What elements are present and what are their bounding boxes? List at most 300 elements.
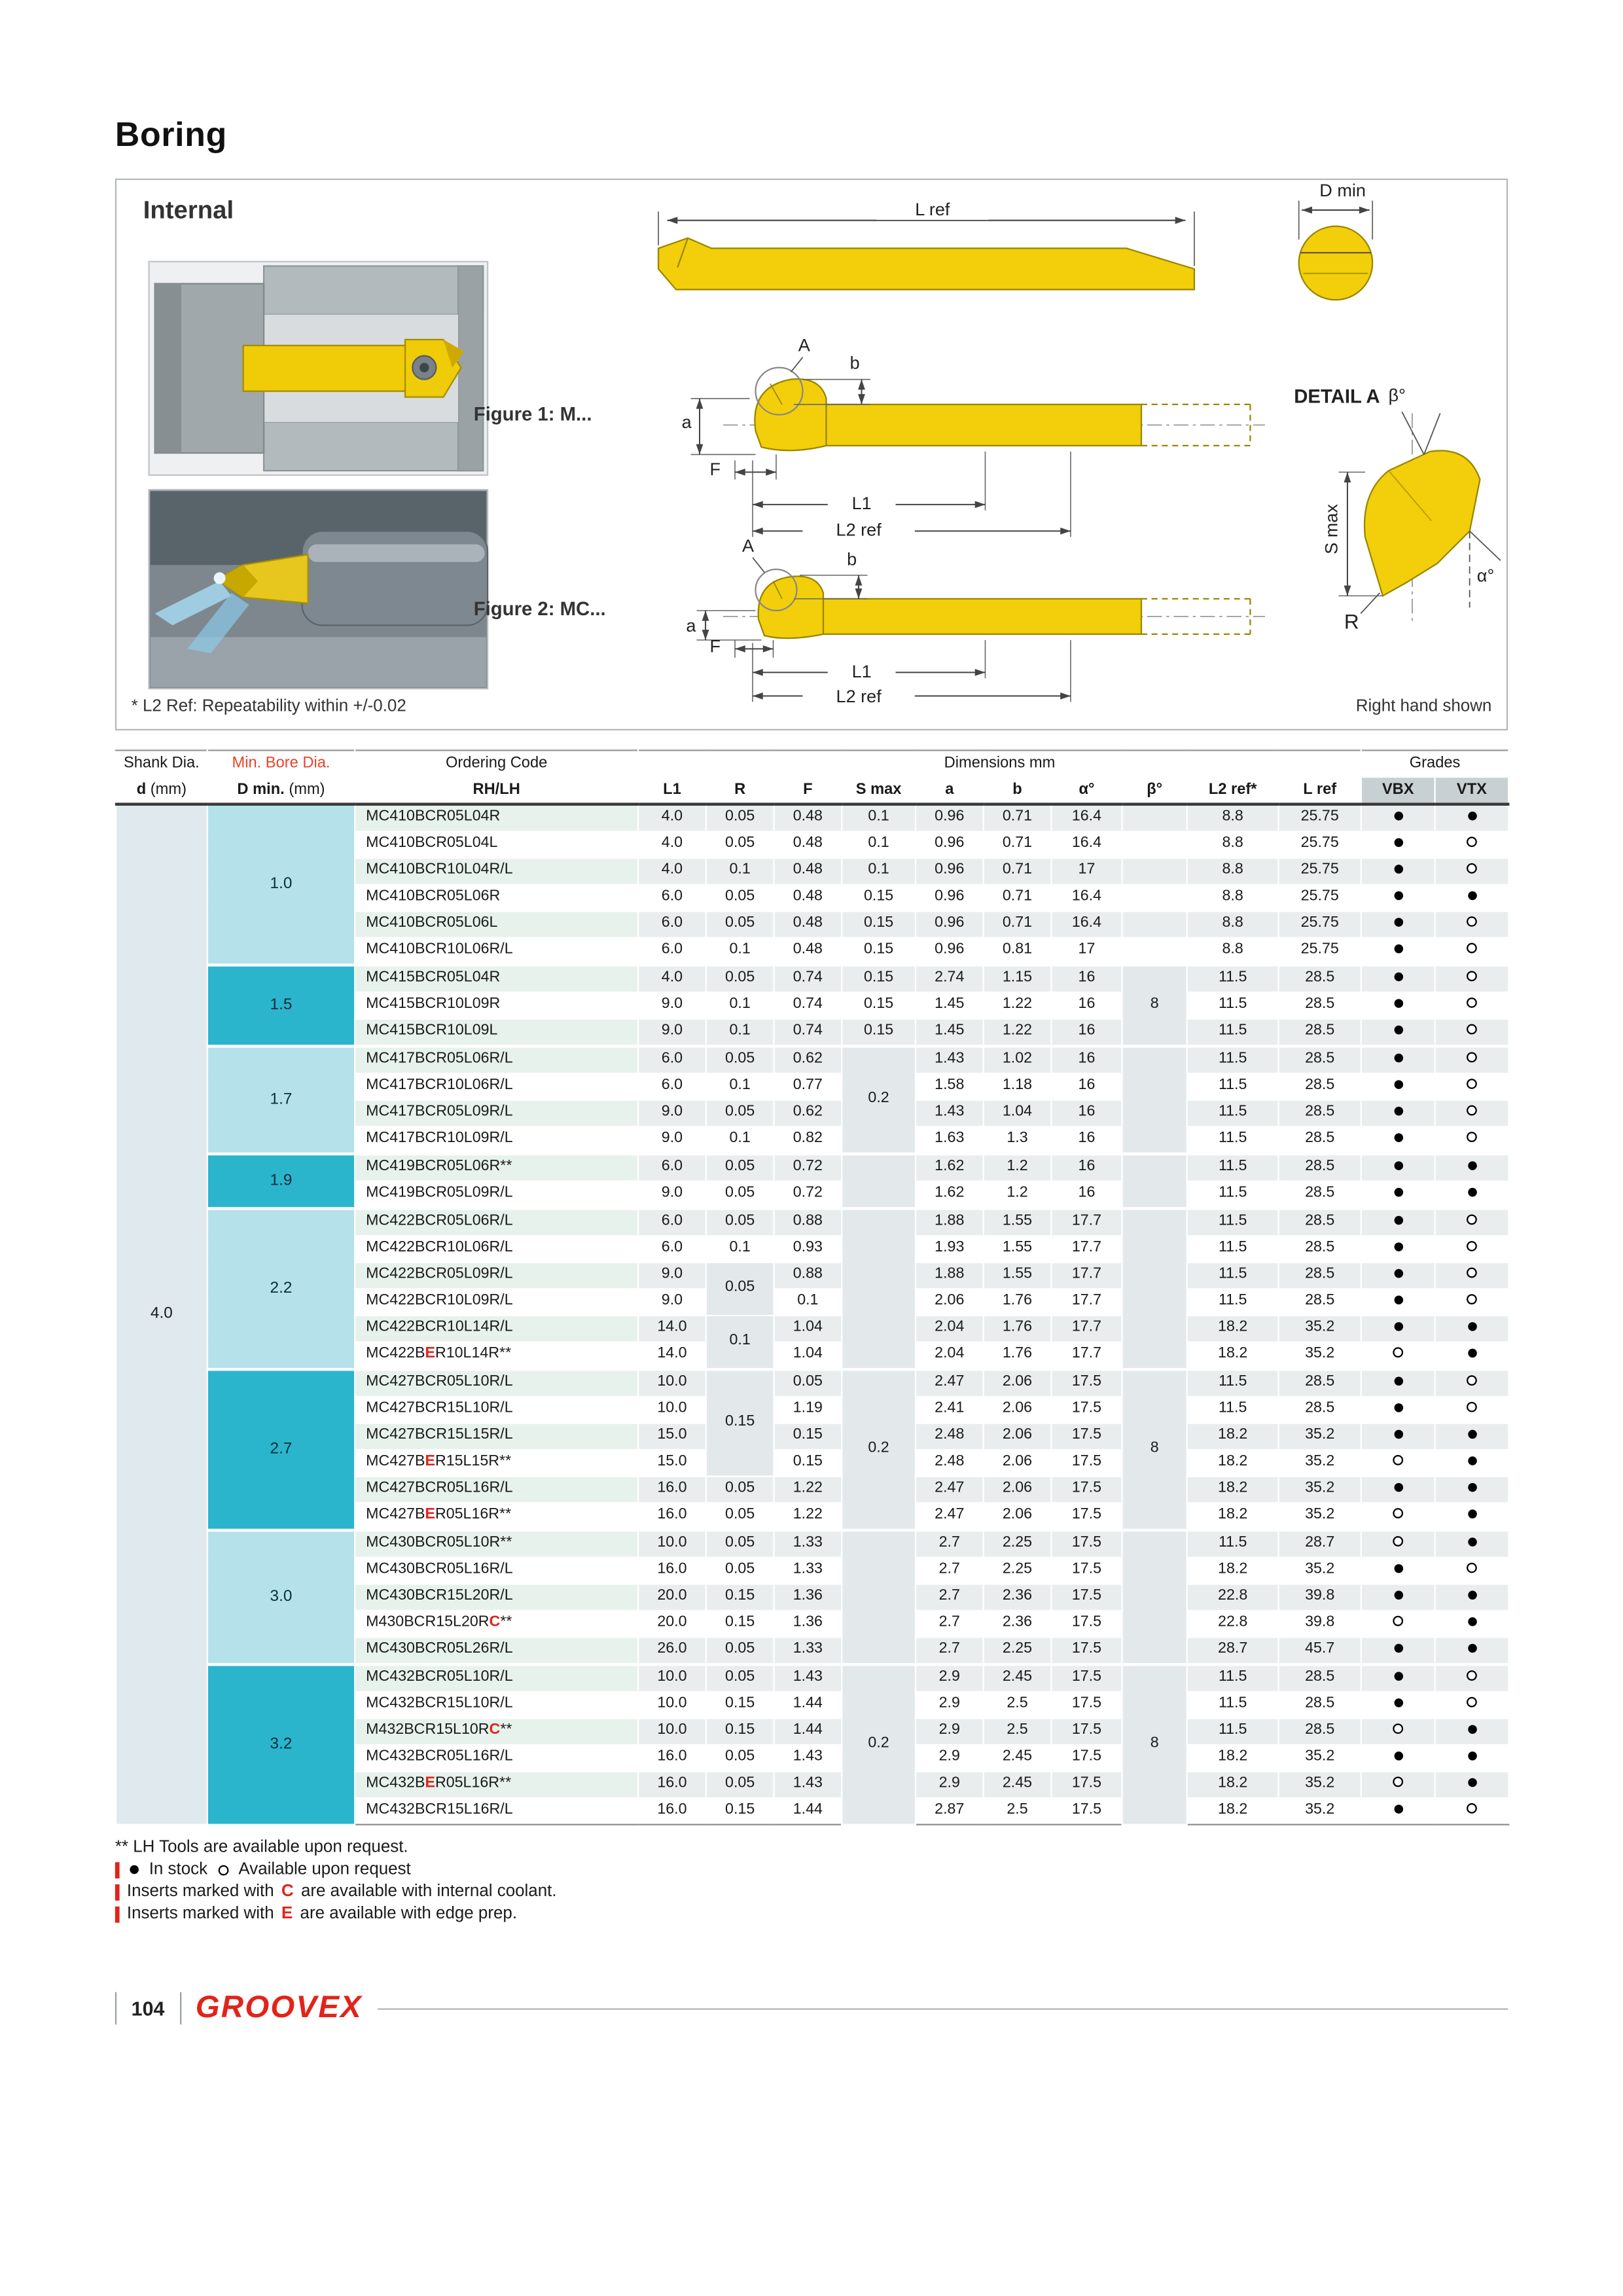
- dim-cell-f: 0.82: [774, 1126, 842, 1154]
- note-coolant: [115, 1883, 1508, 1901]
- dim-cell-lr: 39.8: [1279, 1611, 1361, 1638]
- dim-cell-l1: 6.0: [638, 1046, 706, 1073]
- dim-cell-lr: 28.5: [1279, 1692, 1361, 1719]
- dim-cell-r: 0.05: [706, 1477, 774, 1503]
- grade-cell-vbx: [1361, 1664, 1435, 1692]
- label-dim-f-fig2: F: [709, 636, 721, 657]
- dim-cell-l2: 18.2: [1187, 1316, 1279, 1342]
- dim-cell-lr: 28.5: [1279, 1208, 1361, 1236]
- code-highlight-letter: E: [425, 1346, 435, 1363]
- dim-cell-a: 2.7: [916, 1611, 984, 1638]
- dim-cell-l2: 11.5: [1187, 1073, 1279, 1100]
- dim-cell-be: 8: [1122, 965, 1187, 1046]
- grade-cell-vbx: [1361, 1236, 1435, 1263]
- dim-cell-l1: 4.0: [638, 831, 706, 858]
- dim-cell-be: [1122, 1046, 1187, 1154]
- dim-cell-r: 0.05: [706, 885, 774, 912]
- dim-cell-f: 0.88: [774, 1263, 842, 1289]
- in-stock-dot-icon: [1467, 1644, 1476, 1653]
- grade-cell-vbx: [1361, 1316, 1435, 1342]
- dim-cell-a: 2.74: [916, 965, 984, 992]
- grade-cell-vtx: [1435, 1503, 1509, 1530]
- dim-cell-al: 17.5: [1051, 1745, 1122, 1772]
- dim-cell-l2: 18.2: [1187, 1798, 1279, 1825]
- dim-cell-l2: 11.5: [1187, 1530, 1279, 1558]
- min-bore-dia-cell: 2.7: [207, 1369, 355, 1530]
- code-text: MC432B: [366, 1775, 425, 1792]
- code-highlight-letter: C: [489, 1722, 501, 1739]
- header-grades: Grades: [1361, 750, 1508, 777]
- ordering-code-cell: [355, 1073, 638, 1100]
- in-stock-dot-icon: [1467, 812, 1476, 821]
- grade-cell-vtx: [1435, 1263, 1509, 1289]
- dim-cell-be: 8: [1122, 1369, 1187, 1530]
- label-dim-a-fig1: a: [681, 412, 692, 433]
- divider: [179, 1992, 181, 2025]
- note-stock-legend: [115, 1861, 1508, 1878]
- dim-cell-s: 0.2: [842, 1664, 916, 1825]
- code-text: MC427B: [366, 1453, 425, 1470]
- boring-tools-table: [115, 749, 1510, 1825]
- side-view-drawing: [658, 211, 1194, 289]
- in-stock-dot-icon: [1393, 1751, 1402, 1761]
- grade-cell-vbx: [1361, 1100, 1435, 1127]
- grade-cell-vtx: [1435, 965, 1509, 992]
- dim-cell-be: [1122, 1208, 1187, 1369]
- dim-cell-l1: 10.0: [638, 1530, 706, 1558]
- dim-cell-a: 1.88: [916, 1263, 984, 1289]
- dim-cell-l1: 16.0: [638, 1477, 706, 1503]
- on-request-circle-icon: [1467, 1670, 1477, 1681]
- grade-cell-vbx: [1361, 1611, 1435, 1638]
- on-request-circle-icon: [1393, 1508, 1403, 1518]
- grade-cell-vtx: [1435, 885, 1509, 912]
- in-stock-dot-icon: [1393, 1377, 1402, 1386]
- dim-cell-lr: 28.5: [1279, 1369, 1361, 1397]
- label-radius: R: [1344, 609, 1359, 634]
- dim-cell-f: 1.43: [774, 1772, 842, 1799]
- dim-cell-l2: 18.2: [1187, 1558, 1279, 1585]
- ordering-code-cell: [355, 1046, 638, 1073]
- dim-cell-s: 0.15: [842, 911, 916, 938]
- dim-cell-f: 1.33: [774, 1637, 842, 1664]
- ordering-code-cell: [355, 1397, 638, 1424]
- note-available-text: Available upon request: [238, 1860, 411, 1879]
- dim-cell-l2: 8.8: [1187, 885, 1279, 912]
- ordering-code-cell: [355, 1692, 638, 1719]
- grade-cell-vtx: [1435, 1208, 1509, 1236]
- grade-cell-vbx: [1361, 1397, 1435, 1424]
- dim-cell-l2: 18.2: [1187, 1503, 1279, 1530]
- ordering-code-cell: [355, 1342, 638, 1370]
- ordering-code-cell: [355, 965, 638, 992]
- dim-cell-l1: 10.0: [638, 1718, 706, 1745]
- ordering-code-cell: [355, 885, 638, 912]
- dim-cell-f: 0.48: [774, 911, 842, 938]
- note-in-stock-text: In stock: [149, 1860, 208, 1879]
- on-request-circle-icon: [1467, 1052, 1477, 1063]
- dim-cell-a: 0.96: [916, 858, 984, 885]
- dim-cell-lr: 28.5: [1279, 1718, 1361, 1745]
- on-request-circle-icon: [1467, 943, 1477, 954]
- on-request-circle-icon: [1467, 1215, 1477, 1225]
- dim-cell-f: 0.48: [774, 804, 842, 832]
- dim-cell-l2: 11.5: [1187, 1181, 1279, 1209]
- dim-cell-s: [842, 1530, 916, 1664]
- dim-cell-l2: 8.8: [1187, 938, 1279, 965]
- dim-cell-b: 0.71: [984, 858, 1052, 885]
- dim-cell-l1: 10.0: [638, 1369, 706, 1397]
- dim-cell-l2: 18.2: [1187, 1424, 1279, 1450]
- in-stock-dot-icon: [1467, 1483, 1476, 1492]
- dim-cell-b: 2.36: [984, 1584, 1052, 1611]
- dim-cell-r: 0.1: [706, 1073, 774, 1100]
- grade-cell-vtx: [1435, 1450, 1509, 1477]
- dim-cell-lr: 25.75: [1279, 858, 1361, 885]
- on-request-circle-icon: [1467, 997, 1477, 1008]
- on-request-circle-icon: [1467, 1402, 1477, 1412]
- header-rh-lh: RH/LH: [355, 777, 638, 804]
- dim-cell-l2: 8.8: [1187, 804, 1279, 832]
- in-stock-dot-icon: [1467, 1725, 1476, 1734]
- dim-cell-l2: 11.5: [1187, 1718, 1279, 1745]
- dim-cell-al: 17.7: [1051, 1208, 1122, 1236]
- grade-cell-vtx: [1435, 1664, 1509, 1692]
- in-stock-dot-icon: [1393, 1269, 1402, 1278]
- ordering-code-cell: [355, 1718, 638, 1745]
- dim-cell-b: 2.25: [984, 1637, 1052, 1664]
- dim-cell-al: 17.7: [1051, 1342, 1122, 1370]
- dim-cell-lr: 35.2: [1279, 1477, 1361, 1503]
- grade-cell-vbx: [1361, 1584, 1435, 1611]
- in-stock-dot-icon: [1393, 1698, 1402, 1708]
- dim-cell-f: 1.36: [774, 1584, 842, 1611]
- dim-cell-lr: 25.75: [1279, 831, 1361, 858]
- front-view-drawing: [1299, 200, 1372, 300]
- in-stock-dot-icon: [1393, 812, 1402, 821]
- dim-cell-al: 17.5: [1051, 1637, 1122, 1664]
- dim-cell-lr: 35.2: [1279, 1772, 1361, 1799]
- dim-cell-r: 0.05: [706, 1745, 774, 1772]
- dim-cell-l1: 6.0: [638, 1208, 706, 1236]
- dim-cell-be: [1122, 885, 1187, 912]
- note-lh-tools-text: ** LH Tools are available upon request.: [115, 1839, 408, 1857]
- dim-cell-a: 2.48: [916, 1450, 984, 1477]
- dim-cell-lr: 28.7: [1279, 1530, 1361, 1558]
- ordering-code-cell: [355, 1664, 638, 1692]
- dim-cell-l1: 10.0: [638, 1664, 706, 1692]
- grade-cell-vtx: [1435, 804, 1509, 832]
- in-stock-dot-icon: [1393, 1296, 1402, 1305]
- dim-cell-al: 17.5: [1051, 1477, 1122, 1503]
- grade-cell-vtx: [1435, 1584, 1509, 1611]
- on-request-circle-icon: [1467, 837, 1477, 848]
- dim-cell-f: 1.43: [774, 1745, 842, 1772]
- dim-cell-al: 16: [1051, 1181, 1122, 1209]
- in-stock-dot-icon: [1393, 973, 1402, 982]
- dmin-symbol: D min.: [237, 780, 285, 798]
- label-dim-b-fig1: b: [849, 352, 860, 374]
- in-stock-dot-icon: [1467, 1778, 1476, 1787]
- dim-cell-al: 17.5: [1051, 1503, 1122, 1530]
- dim-cell-r: 0.05: [706, 1503, 774, 1530]
- dim-cell-f: 1.43: [774, 1664, 842, 1692]
- code-highlight-letter: E: [425, 1507, 435, 1523]
- label-dim-b-fig2: b: [847, 548, 857, 570]
- in-stock-dot-icon: [1467, 1349, 1476, 1358]
- grade-cell-vtx: [1435, 992, 1509, 1019]
- code-text: MC432BCR05L16R/L: [366, 1748, 513, 1765]
- dim-cell-b: 0.71: [984, 831, 1052, 858]
- grade-cell-vtx: [1435, 1342, 1509, 1370]
- ordering-code-cell: [355, 1450, 638, 1477]
- dim-cell-b: 1.18: [984, 1073, 1052, 1100]
- dim-cell-r: 0.05: [706, 1181, 774, 1209]
- dim-cell-f: 1.22: [774, 1503, 842, 1530]
- dim-cell-b: 2.06: [984, 1503, 1052, 1530]
- code-text: MC430BCR15L20R/L: [366, 1588, 513, 1604]
- ordering-code-cell: [355, 1181, 638, 1209]
- dim-cell-f: 1.33: [774, 1530, 842, 1558]
- dim-cell-r: 0.15: [706, 1798, 774, 1825]
- figure1-drawing: [691, 357, 1265, 537]
- label-l-ref: L ref: [876, 201, 988, 221]
- dim-cell-lr: 35.2: [1279, 1342, 1361, 1370]
- dim-cell-r: 0.1: [706, 858, 774, 885]
- on-request-circle-icon: [1467, 1697, 1477, 1708]
- dim-cell-be: [1122, 1530, 1187, 1664]
- dim-cell-a: 2.7: [916, 1558, 984, 1585]
- dim-cell-l1: 6.0: [638, 885, 706, 912]
- dim-cell-lr: 25.75: [1279, 911, 1361, 938]
- dim-cell-s: 0.15: [842, 992, 916, 1019]
- dim-cell-a: 2.41: [916, 1397, 984, 1424]
- dim-cell-r: 0.15: [706, 1611, 774, 1638]
- label-dim-a-fig2: a: [686, 615, 696, 636]
- grade-cell-vbx: [1361, 858, 1435, 885]
- dim-cell-r: 0.1: [706, 992, 774, 1019]
- code-text: MC432BCR15L16R/L: [366, 1802, 513, 1818]
- in-stock-dot-icon: [1393, 1243, 1402, 1252]
- code-text: MC427BCR05L16R/L: [366, 1480, 513, 1497]
- dim-cell-r: 0.05: [706, 1530, 774, 1558]
- dim-cell-al: 17.7: [1051, 1316, 1122, 1342]
- dim-cell-l2: 11.5: [1187, 1289, 1279, 1316]
- dim-cell-lr: 35.2: [1279, 1424, 1361, 1450]
- dim-cell-a: 1.62: [916, 1154, 984, 1181]
- fig2-drawing: [697, 558, 1265, 702]
- dim-cell-l1: 20.0: [638, 1584, 706, 1611]
- dim-cell-lr: 28.5: [1279, 1154, 1361, 1181]
- dim-cell-r: 0.05: [706, 831, 774, 858]
- note-coolant-pre: Inserts marked with: [126, 1882, 274, 1901]
- dim-cell-r: 0.05: [706, 1772, 774, 1799]
- code-text: MC422BCR10L06R/L: [366, 1240, 513, 1256]
- dim-cell-b: 2.45: [984, 1745, 1052, 1772]
- col-header-b: b: [984, 777, 1052, 804]
- code-text: MC417BCR10L06R/L: [366, 1077, 513, 1094]
- dim-cell-a: 2.87: [916, 1798, 984, 1825]
- dim-cell-f: 0.77: [774, 1073, 842, 1100]
- dim-cell-al: 16: [1051, 992, 1122, 1019]
- in-stock-dot-icon: [1467, 1430, 1476, 1439]
- label-l2-fig2: L2 ref: [802, 688, 914, 708]
- panel-title: Internal: [143, 196, 234, 224]
- dim-cell-l1: 9.0: [638, 1100, 706, 1127]
- dim-cell-l2: 18.2: [1187, 1342, 1279, 1370]
- grade-cell-vbx: [1361, 1289, 1435, 1316]
- dim-cell-l1: 10.0: [638, 1397, 706, 1424]
- dim-cell-l2: 11.5: [1187, 1263, 1279, 1289]
- dim-cell-a: 0.96: [916, 885, 984, 912]
- dim-cell-al: 16.4: [1051, 804, 1122, 832]
- footer-rule: [378, 2007, 1508, 2009]
- dim-cell-lr: 28.5: [1279, 1019, 1361, 1047]
- grade-cell-vtx: [1435, 858, 1509, 885]
- dim-cell-b: 2.5: [984, 1798, 1052, 1825]
- col-header-l2ref: L2 ref*: [1187, 777, 1279, 804]
- ordering-code-cell: [355, 1289, 638, 1316]
- dim-cell-l1: 14.0: [638, 1316, 706, 1342]
- code-text: **: [500, 1614, 512, 1631]
- dim-cell-al: 16.4: [1051, 911, 1122, 938]
- dim-cell-a: 2.9: [916, 1745, 984, 1772]
- page-number: 104: [131, 1997, 165, 2020]
- grade-cell-vbx: [1361, 1424, 1435, 1450]
- in-stock-dot-icon: [1467, 1617, 1476, 1626]
- dim-cell-r: 0.05: [706, 1208, 774, 1236]
- note-lh-tools: [115, 1839, 1508, 1856]
- header-min-bore-dia: Min. Bore Dia.: [207, 750, 355, 777]
- grade-cell-vtx: [1435, 1772, 1509, 1799]
- header-dmin-mm: [207, 777, 355, 804]
- dim-cell-l2: 18.2: [1187, 1477, 1279, 1503]
- dim-cell-al: 17.7: [1051, 1263, 1122, 1289]
- dim-cell-a: 1.45: [916, 1019, 984, 1047]
- grade-cell-vtx: [1435, 1369, 1509, 1397]
- dim-cell-l1: 9.0: [638, 1181, 706, 1209]
- dim-cell-l1: 16.0: [638, 1798, 706, 1825]
- detail-a-drawing: [1338, 412, 1500, 622]
- ordering-code-cell: [355, 938, 638, 965]
- dim-cell-l1: 16.0: [638, 1772, 706, 1799]
- dim-cell-f: 0.72: [774, 1154, 842, 1181]
- dim-cell-l2: 11.5: [1187, 1126, 1279, 1154]
- min-bore-dia-cell: 3.0: [207, 1530, 355, 1664]
- col-header-lref: L ref: [1279, 777, 1361, 804]
- ordering-code-cell: [355, 1263, 638, 1289]
- dim-cell-f: 0.15: [774, 1424, 842, 1450]
- dim-cell-b: 1.76: [984, 1289, 1052, 1316]
- dim-cell-l1: 9.0: [638, 1289, 706, 1316]
- on-request-circle-icon: [1467, 1803, 1477, 1814]
- red-bar-icon: [115, 1884, 120, 1900]
- in-stock-dot-icon: [1467, 1322, 1476, 1331]
- grade-cell-vtx: [1435, 1798, 1509, 1825]
- dim-cell-b: 0.81: [984, 938, 1052, 965]
- grade-cell-vbx: [1361, 1503, 1435, 1530]
- dim-cell-al: 17.5: [1051, 1530, 1122, 1558]
- page-footer: [115, 1990, 1508, 2026]
- dim-cell-lr: 35.2: [1279, 1316, 1361, 1342]
- on-request-circle-icon: [1467, 1024, 1477, 1035]
- code-text: MC410BCR05L04L: [366, 835, 498, 852]
- dim-cell-b: 2.06: [984, 1397, 1052, 1424]
- grade-cell-vbx: [1361, 1046, 1435, 1073]
- dim-cell-s: 0.15: [842, 885, 916, 912]
- dim-cell-f: 1.33: [774, 1558, 842, 1585]
- label-marker-a-fig1: A: [798, 334, 810, 356]
- dim-cell-al: 17.5: [1051, 1798, 1122, 1825]
- grade-cell-vtx: [1435, 1046, 1509, 1073]
- ordering-code-cell: [355, 804, 638, 832]
- dim-cell-s: 0.15: [842, 938, 916, 965]
- dim-cell-a: 1.45: [916, 992, 984, 1019]
- dim-cell-al: 17.5: [1051, 1584, 1122, 1611]
- code-text: MC417BCR05L09R/L: [366, 1103, 513, 1121]
- label-s-max: S max: [1321, 504, 1342, 554]
- on-request-circle-icon: [1393, 1455, 1403, 1465]
- grade-cell-vtx: [1435, 911, 1509, 938]
- on-request-circle-icon: [1467, 1105, 1477, 1116]
- page-title: Boring: [115, 115, 227, 154]
- grade-cell-vtx: [1435, 1397, 1509, 1424]
- dim-cell-a: 1.43: [916, 1100, 984, 1127]
- dim-cell-r: 0.05: [706, 1154, 774, 1181]
- ordering-code-cell: [355, 1154, 638, 1181]
- dim-cell-lr: 28.5: [1279, 1046, 1361, 1073]
- figure2-label: Figure 2: MC...: [473, 598, 606, 620]
- dim-cell-f: 1.44: [774, 1798, 842, 1825]
- code-text: R10L14R**: [435, 1346, 512, 1363]
- in-stock-dot-icon: [1393, 999, 1402, 1009]
- on-request-circle-icon: [1467, 863, 1477, 874]
- dim-cell-l2: 22.8: [1187, 1584, 1279, 1611]
- in-stock-dot-icon: [1467, 1188, 1476, 1197]
- grade-cell-vbx: [1361, 1558, 1435, 1585]
- dim-cell-be: [1122, 938, 1187, 965]
- dim-cell-r: 0.05: [706, 1637, 774, 1664]
- dim-cell-lr: 35.2: [1279, 1450, 1361, 1477]
- code-text: MC417BCR10L09R/L: [366, 1130, 513, 1147]
- grade-cell-vbx: [1361, 1798, 1435, 1825]
- in-stock-dot-icon: [1393, 1564, 1402, 1573]
- on-request-circle-icon: [1467, 1079, 1477, 1089]
- code-text: MC410BCR10L06R/L: [366, 941, 513, 958]
- dim-cell-f: 0.48: [774, 885, 842, 912]
- dim-cell-al: 17: [1051, 938, 1122, 965]
- dim-cell-b: 1.3: [984, 1126, 1052, 1154]
- dim-cell-s: 0.2: [842, 1369, 916, 1530]
- dim-cell-l1: 10.0: [638, 1692, 706, 1719]
- code-highlight-letter: E: [425, 1775, 435, 1792]
- ordering-code-cell: [355, 1424, 638, 1450]
- dim-cell-al: 17.5: [1051, 1397, 1122, 1424]
- dim-cell-b: 1.76: [984, 1316, 1052, 1342]
- dim-cell-b: 2.5: [984, 1718, 1052, 1745]
- dim-cell-l1: 14.0: [638, 1342, 706, 1370]
- dim-cell-b: 1.22: [984, 992, 1052, 1019]
- dim-cell-l2: 11.5: [1187, 1369, 1279, 1397]
- dim-cell-a: 1.43: [916, 1046, 984, 1073]
- header-shank-dia: Shank Dia.: [116, 750, 207, 777]
- code-text: MC422BCR05L09R/L: [366, 1266, 513, 1283]
- dim-cell-lr: 28.5: [1279, 1100, 1361, 1127]
- dim-cell-b: 1.2: [984, 1154, 1052, 1181]
- dim-cell-r: 0.15: [706, 1369, 774, 1476]
- dim-cell-b: 2.45: [984, 1664, 1052, 1692]
- dim-cell-b: 1.2: [984, 1181, 1052, 1209]
